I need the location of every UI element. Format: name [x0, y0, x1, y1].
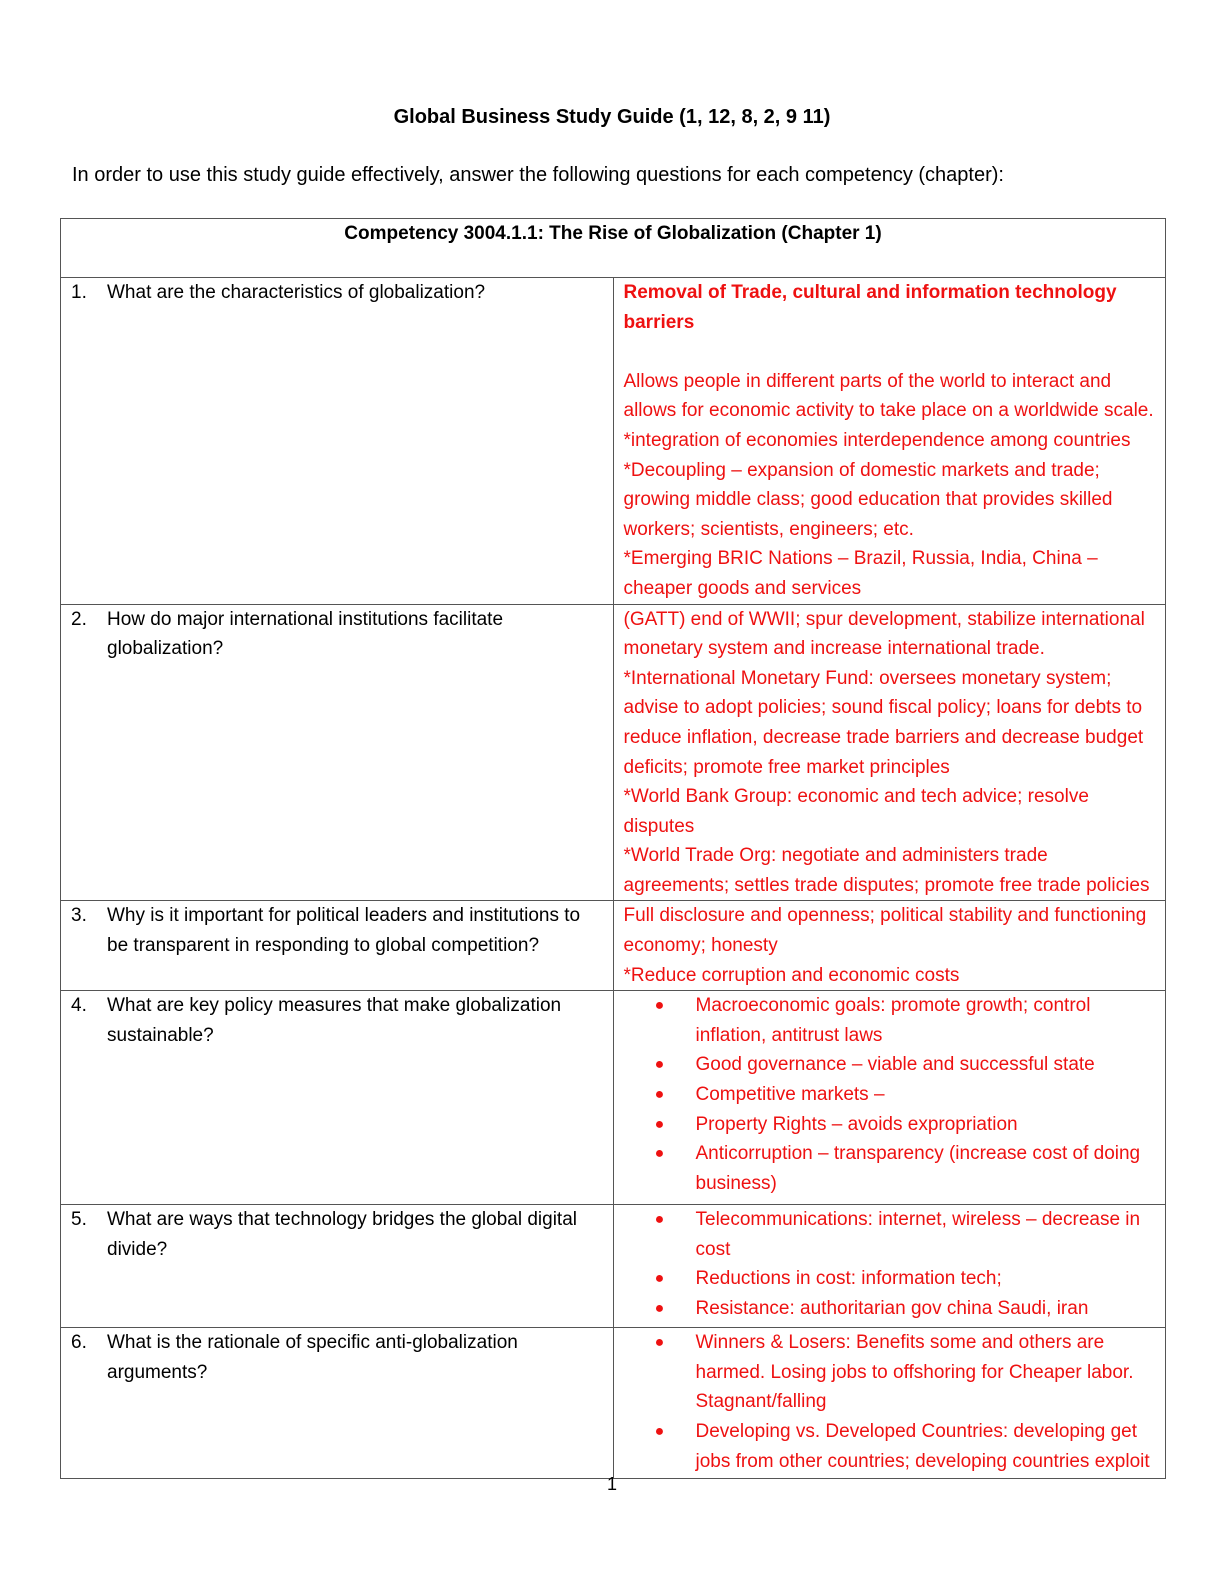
document-title: Global Business Study Guide (1, 12, 8, 2, 9 11) [393, 106, 831, 128]
question-cell [61, 278, 614, 605]
question-cell [61, 604, 614, 901]
question-number: 3. [71, 905, 87, 927]
table-row [61, 278, 1166, 605]
table-row [61, 901, 1166, 991]
answer-line: *integration of economies interdependence among countries [623, 429, 1131, 451]
list-item: ● Telecommunications: internet, wireless – decrease in cost [624, 1205, 1156, 1264]
question-number: 1. [71, 282, 87, 303]
answer-cell [613, 1328, 1166, 1479]
competency-header: Competency 3004.1.1: The Rise of Globalization (Chapter 1) [61, 219, 1166, 278]
question-text: What are ways that technology bridges the global digital divide? [107, 1209, 577, 1260]
bullet-icon: ● [654, 1086, 665, 1104]
table-row [61, 1328, 1166, 1479]
question-text: What are the characteristics of globalization? [107, 282, 486, 303]
list-item: ● Competitive markets – [624, 1080, 1156, 1110]
bullet-icon: ● [654, 1334, 665, 1352]
bullet-icon: ● [654, 1145, 665, 1163]
answer-cell [613, 901, 1166, 991]
bullet-icon: ● [654, 1115, 665, 1133]
bullet-list [624, 1205, 1156, 1323]
question-text: How do major international institutions facilitate globalization? [107, 608, 504, 660]
answer-line: *International Monetary Fund: oversees monetary system; advise to adopt policies; sound fiscal policy; loans for debts to reduce inflation, decrease trade barriers and decrease budget deficits; promote free market principles [623, 667, 1144, 778]
table-row [61, 604, 1166, 901]
question-number: 6. [71, 1332, 87, 1354]
answer-line: *Emerging BRIC Nations – Brazil, Russia, India, China – cheaper goods and services [623, 548, 1098, 599]
list-item: ● Resistance: authoritarian gov china Saudi, iran [624, 1294, 1156, 1324]
question-number: 4. [71, 995, 87, 1017]
bullet-icon: ● [654, 1300, 665, 1318]
table-header-row [61, 219, 1166, 278]
list-item: ● Winners & Losers: Benefits some and others are harmed. Losing jobs to offshoring for Cheaper labor. Stagnant/falling [624, 1328, 1156, 1417]
answer-cell [613, 604, 1166, 901]
answer-line: *World Trade Org: negotiate and administers trade agreements; settles trade disputes; promote free trade policies [623, 845, 1150, 896]
question-cell [61, 1205, 614, 1328]
bullet-icon: ● [654, 1270, 665, 1288]
bullet-list [624, 1328, 1156, 1476]
list-item: ● Reductions in cost: information tech; [624, 1264, 1156, 1294]
question-number: 5. [71, 1209, 87, 1231]
bullet-list [624, 991, 1156, 1198]
answer-line: Allows people in different parts of the world to interact and allows for economic activity to take place on a worldwide scale. [623, 370, 1154, 422]
list-item: ● Macroeconomic goals: promote growth; control inflation, antitrust laws [624, 991, 1156, 1050]
table-row [61, 991, 1166, 1205]
answer-cell [613, 1205, 1166, 1328]
answer-line: Full disclosure and openness; political stability and functioning economy; honesty [623, 905, 1147, 957]
bullet-icon: ● [654, 1211, 665, 1229]
answer-cell [613, 278, 1166, 605]
page-number: 1 [606, 1474, 617, 1494]
question-cell [61, 991, 614, 1205]
bullet-icon: ● [654, 1423, 665, 1441]
answer-line: *World Bank Group: economic and tech advice; resolve disputes [623, 786, 1089, 837]
list-item: ● Good governance – viable and successful state [624, 1050, 1156, 1080]
answer-cell [613, 991, 1166, 1205]
list-item: ● Anticorruption – transparency (increase cost of doing business) [624, 1139, 1156, 1198]
question-cell [61, 1328, 614, 1479]
question-text: What is the rationale of specific anti-globalization arguments? [107, 1332, 518, 1383]
question-text: Why is it important for political leaders and institutions to be transparent in responding to global competition? [107, 905, 581, 957]
table-row [61, 1205, 1166, 1328]
list-item: ● Developing vs. Developed Countries: developing get jobs from other countries; developing countries exploit [624, 1417, 1156, 1476]
answer-heading: Removal of Trade, cultural and information technology barriers [623, 282, 1117, 333]
answer-line: *Reduce corruption and economic costs [623, 964, 960, 986]
list-item: ● Property Rights – avoids expropriation [624, 1110, 1156, 1140]
question-cell [61, 901, 614, 991]
study-guide-table [60, 218, 1166, 1479]
answer-line: *Decoupling – expansion of domestic markets and trade; growing middle class; good education that provides skilled workers; scientists, engineers; etc. [623, 459, 1113, 540]
bullet-icon: ● [654, 997, 665, 1015]
answer-line: (GATT) end of WWII; spur development, stabilize international monetary system and increase international trade. [623, 608, 1145, 660]
bullet-icon: ● [654, 1056, 665, 1074]
intro-text: In order to use this study guide effectively, answer the following questions for each competency (chapter): [72, 164, 1004, 186]
question-text: What are key policy measures that make globalization sustainable? [107, 995, 562, 1046]
question-number: 2. [71, 608, 87, 630]
